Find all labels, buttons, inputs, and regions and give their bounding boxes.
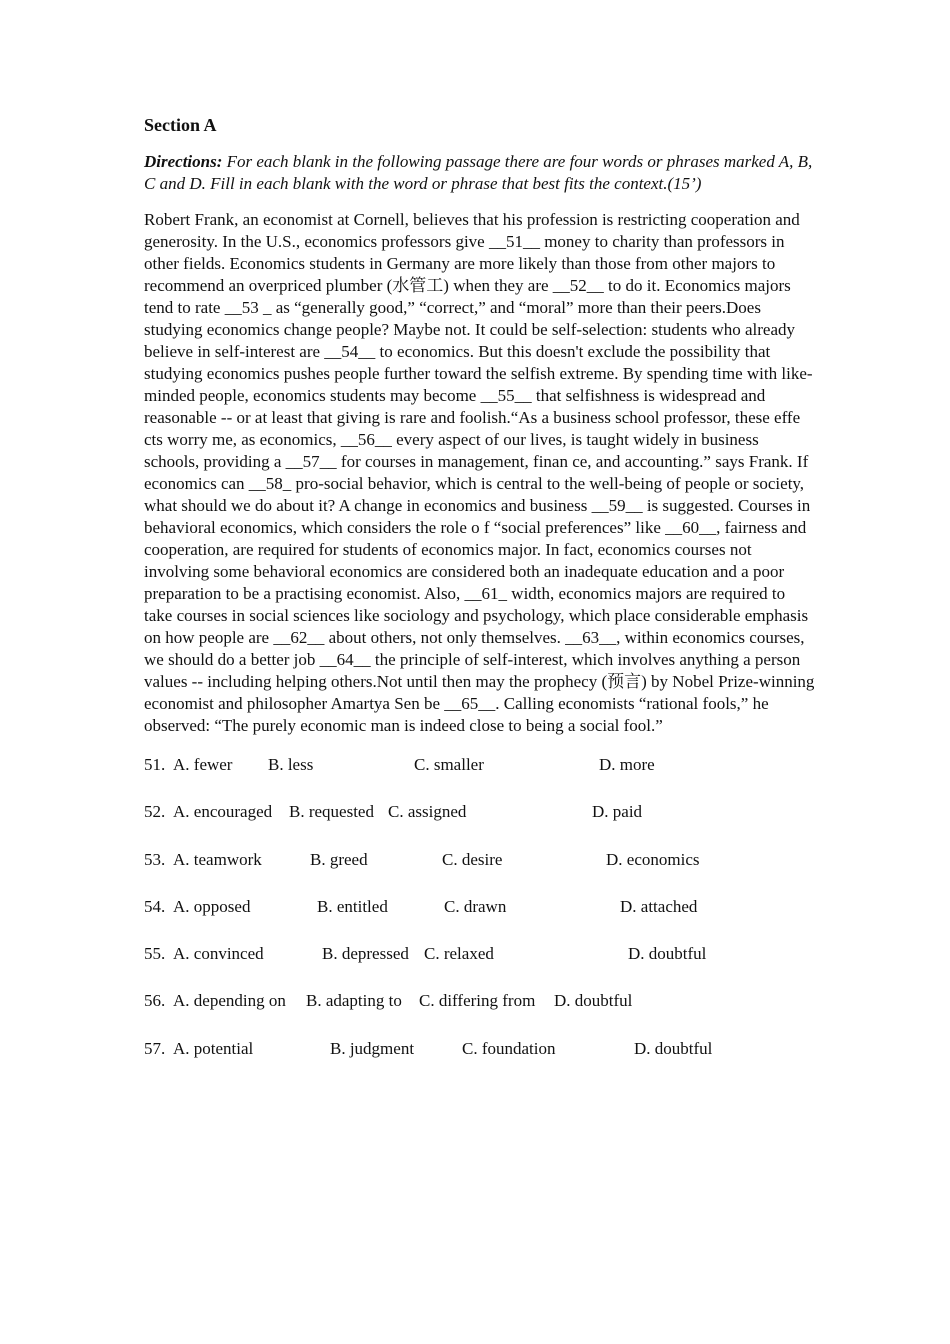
option-c: C. desire — [442, 849, 503, 869]
question-row-57 — [144, 1033, 816, 1080]
document-page — [144, 114, 816, 1080]
option-a: A. potential — [173, 1038, 254, 1058]
passage-text: Robert Frank, an economist at Cornell, believes that his profession is restricting cooperation and generosity. In the U.S., economics professors give __51__ money to charity than professors in other fields. Economics students in Germany are more likely than those from other majors to recommend an overpriced plumber (水管工) when they are __52__ to do it. Economics majors tend to rate __53 _ as “generally good,” “correct,” and “moral” more than their peers.Does studying economics change people? Maybe not. It could be self-selection: students who already believe in self-interest are __54__ to economics. But this doesn't exclude the possibility that studying economics pushes people further toward the selfish extreme. By spending time with like-minded people, economics students may become __55__ that selfishness is widespread and reasonable -- or at least that giving is rare and foolish.“As a business school professor, these effe cts worry me, as economics, __56__ every aspect of our lives, is taught widely in business schools, providing a __57__ for courses in management, finan ce, and accounting.” says Frank. If economics can __58_ pro-social behavior, which is central to the well-being of people or society, what should we do about it? A change in economics and business __59__ is suggested. Courses in behavioral economics, which considers the role o f “social preferences” like __60__, fairness and cooperation, are required for students of economics major. In fact, economics courses not involving some behavioral economics are considered both an inadequate education and a poor preparation to be a practising economist. Also, __61_ width, economics majors are required to take courses in social sciences like sociology and psychology, which place considerable emphasis on how people are __62__ about others, not only themselves. __63__, within economics courses, we should do a better job __64__ the principle of self-interest, which involves anything a person values -- including helping others.Not until then may the prophecy (预言) by Nobel Prize-winning economist and philosopher Amartya Sen be __65__. Calling economists “rational fools,” he observed: “The purely economic man is indeed close to being a social fool.” — [144, 210, 815, 735]
option-d: D. attached — [620, 896, 698, 916]
option-d: D. economics — [606, 849, 700, 869]
directions-text: For each blank in the following passage there are four words or phrases marked A, B, C and D. Fill in each blank with the word or phrase that best fits the context.(15’) — [144, 152, 813, 193]
question-row-55 — [144, 938, 816, 985]
option-c: C. assigned — [388, 802, 467, 822]
question-row-56 — [144, 985, 816, 1032]
question-number: 54. — [144, 896, 166, 916]
option-a: A. depending on — [173, 991, 286, 1011]
question-number: 52. — [144, 802, 166, 822]
option-b: B. requested — [289, 802, 374, 822]
question-number: 53. — [144, 849, 166, 869]
option-d: D. doubtful — [628, 944, 707, 964]
question-number: 57. — [144, 1038, 166, 1058]
passage — [144, 209, 816, 737]
option-d: D. doubtful — [554, 991, 633, 1011]
option-b: B. less — [268, 755, 314, 774]
option-d: D. doubtful — [634, 1038, 713, 1058]
option-b: B. depressed — [322, 944, 409, 964]
answer-options — [144, 749, 816, 1080]
option-c: C. smaller — [414, 755, 484, 774]
option-d: D. more — [599, 755, 655, 774]
question-row-51 — [144, 749, 816, 796]
question-number: 56. — [144, 991, 166, 1011]
option-d: D. paid — [592, 802, 643, 822]
option-a: A. opposed — [173, 896, 251, 916]
option-c: C. relaxed — [424, 944, 494, 964]
question-number: 51. — [144, 755, 166, 774]
section-title: Section A — [144, 115, 217, 135]
directions — [144, 151, 816, 195]
directions-label: Directions: — [144, 152, 223, 171]
option-a: A. fewer — [173, 755, 233, 774]
option-b: B. adapting to — [306, 991, 402, 1011]
option-a: A. encouraged — [173, 802, 273, 822]
option-a: A. teamwork — [173, 849, 262, 869]
option-a: A. convinced — [173, 944, 264, 964]
question-row-54 — [144, 891, 816, 938]
option-c: C. drawn — [444, 896, 507, 916]
question-row-52 — [144, 796, 816, 843]
option-b: B. judgment — [330, 1038, 415, 1058]
option-c: C. differing from — [419, 991, 536, 1011]
option-b: B. entitled — [317, 896, 388, 916]
question-row-53 — [144, 844, 816, 891]
option-b: B. greed — [310, 849, 368, 869]
option-c: C. foundation — [462, 1038, 556, 1058]
question-number: 55. — [144, 944, 166, 964]
